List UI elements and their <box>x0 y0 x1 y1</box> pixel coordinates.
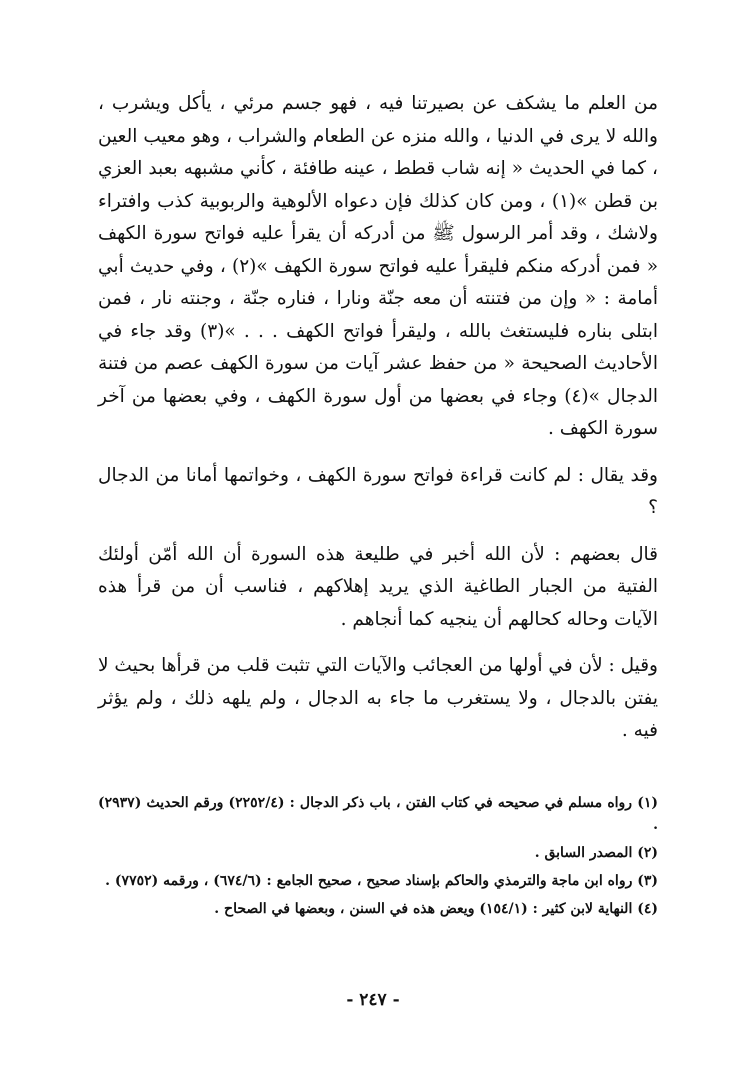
page-content <box>98 88 658 926</box>
footnote-4: (٤) النهاية لابن كثير : (١٥٤/١) ويعض هذه في السنن ، وبعضها في الصحاح . <box>214 900 658 917</box>
paragraph-2: وقد يقال : لم كانت قراءة فواتح سورة الكهف ، وخواتمها أمانا من الدجال ؟ <box>98 464 658 518</box>
footnote-2: (٢) المصدر السابق . <box>534 844 658 861</box>
page-number: - ٢٤٧ - <box>346 990 400 1010</box>
footnote-3: (٣) رواه ابن ماجة والترمذي والحاكم بإسناد صحيح ، صحيح الجامع : (٦٧٤/٦) ، ورقمه (٧٧٥٢) . <box>105 872 658 889</box>
paragraph-1: من العلم ما يشكف عن بصيرتنا فيه ، فهو جسم مرئي ، يأكل ويشرب ، والله لا يرى في الدنيا ، والله منزه عن الطعام والشراب ، وهو معيب العين ، كما في الحديث « إنه شاب قطط ، عينه طافئة ، كأني مشبهه بعبد العزي بن قطن »(١) ، ومن كان كذلك فإن دعواه الألوهية والربوبية كذب وافتراء ولاشك ، وقد أمر الرسول ﷺ من أدركه أن يقرأ عليه فواتح سورة الكهف « فمن أدركه منكم فليقرأ عليه فواتح سورة الكهف »(٢) ، وفي حديث أبي أمامة : « وإن من فتنته أن معه جنّة ونارا ، فناره جنّة ، وجنته نار ، فمن ابتلى بناره فليستغث بالله ، وليقرأ فواتح الكهف . . . »(٣) وقد جاء في الأحاديث الصحيحة « من حفظ عشر آيات من سورة الكهف عصم من فتنة الدجال »(٤) وجاء في بعضها من أول سورة الكهف ، وفي بعضها من آخر سورة الكهف . <box>98 93 659 439</box>
footnote-1: (١) رواه مسلم في صحيحه في كتاب الفتن ، باب ذكر الدجال : (٢٢٥٢/٤) ورقم الحديث (٢٩٣٧) . <box>98 794 658 833</box>
paragraph-4: وقيل : لأن في أولها من العجائب والآيات التي تثبت قلب من قرأها بحيث لا يفتن بالدجال ، ولا يستغرب ما جاء به الدجال ، ولم يلهه ذلك ، ولم يؤثر فيه . <box>98 655 658 741</box>
paragraph-3: قال بعضهم : لأن الله أخبر في طليعة هذه السورة أن الله أمّن أولئك الفتية من الجبار الطاغية الذي يريد إهلاكهم ، فناسب أن من قرأ هذه الآيات وحاله كحالهم أن ينجيه كما أنجاهم . <box>98 543 658 630</box>
footnotes <box>98 792 658 920</box>
